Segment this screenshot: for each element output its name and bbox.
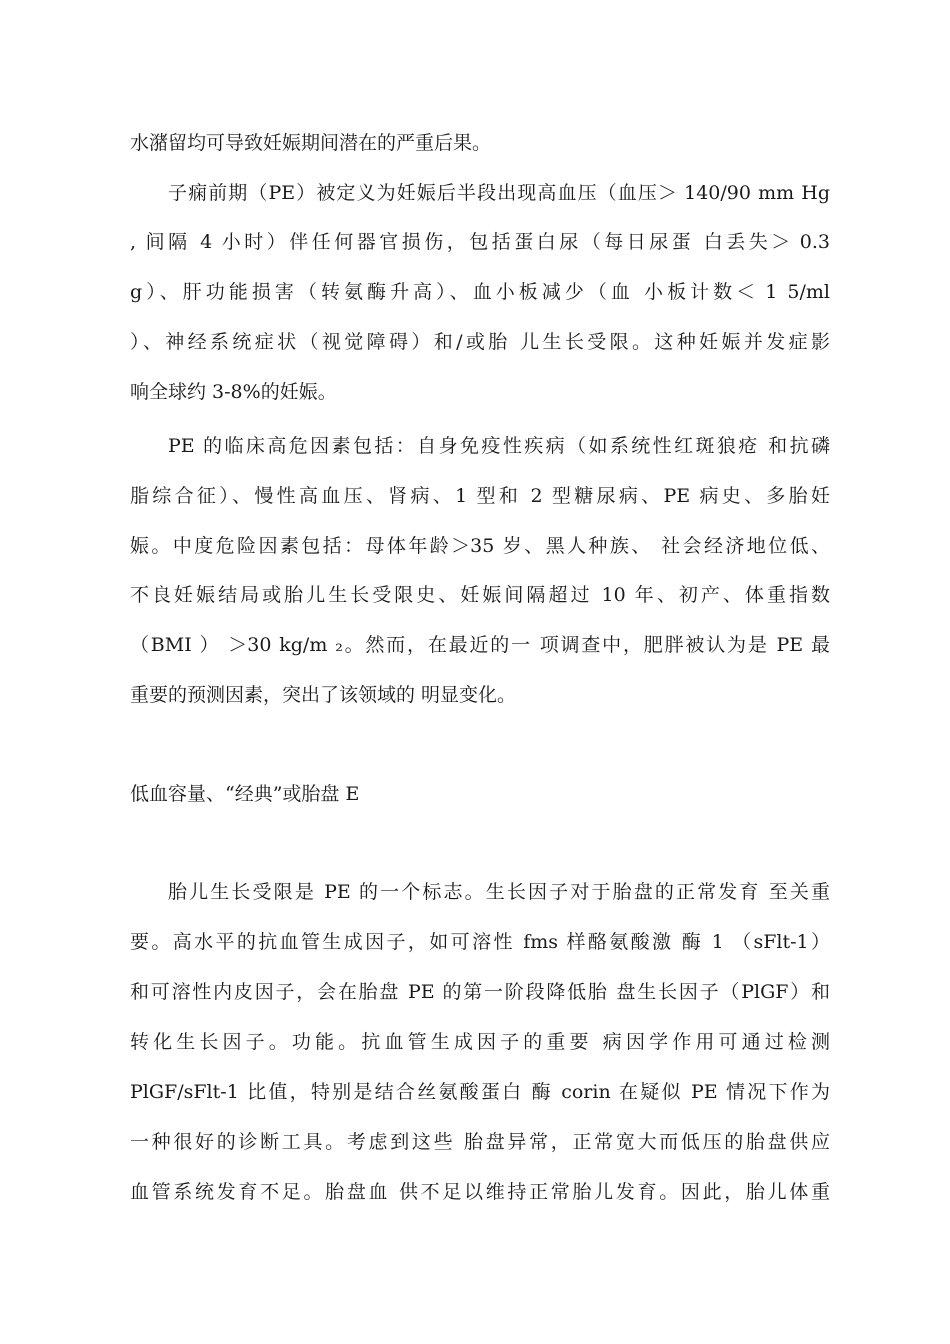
text-line: 转化生长因子。功能。抗血管生成因子的重要 病因学作用可通过检测	[130, 1031, 830, 1053]
text-line: PlGF/sFlt-1 比值，特别是结合丝氨酸蛋白 酶 corin 在疑似 PE 情况下作为	[130, 1081, 830, 1103]
text-line: 水潴留均可导致妊娠期间潜在的严重后果。	[130, 132, 492, 154]
text-line: 子痫前期（PE）被定义为妊娠后半段出现高血压（血压＞ 140/90 mm Hg	[168, 182, 830, 204]
text-line: 响全球约 3-8%的妊娠。	[130, 381, 337, 403]
text-line: g）、肝功能损害（转氨酶升高）、血小板减少（血 小板计数＜ 1 5/ml	[130, 281, 830, 303]
text-line: 不良妊娠结局或胎儿生长受限史、妊娠间隔超过 10 年、初产、体重指数	[130, 584, 830, 606]
text-line: 娠。中度危险因素包括：母体年龄＞35 岁、黑人种族、 社会经济地位低、	[130, 535, 830, 557]
text-line: 一种很好的诊断工具。考虑到这些 胎盘异常，正常宽大而低压的胎盘供应	[130, 1131, 830, 1153]
text-line: PE 的临床高危因素包括：自身免疫性疾病（如系统性红斑狼疮 和抗磷	[168, 435, 830, 457]
text-line: 脂综合征）、慢性高血压、肾病、1 型和 2 型糖尿病、PE 病史、多胎妊	[130, 485, 830, 507]
section-heading: 低血容量、“经典”或胎盘 E	[130, 783, 360, 805]
text-line: （BMI ） ＞30 kg/m ₂。然而，在最近的一 项调查中，肥胖被认为是 PE 最	[130, 634, 830, 656]
text-line: , 间隔 4 小时）伴任何器官损伤，包括蛋白尿（每日尿蛋 白丢失＞ 0.3	[130, 231, 830, 253]
text-line: 和可溶性内皮因子，会在胎盘 PE 的第一阶段降低胎 盘生长因子（PlGF）和	[130, 981, 830, 1003]
text-line: 重要的预测因素，突出了该领域的 明显变化。	[130, 684, 517, 706]
text-line: 要。高水平的抗血管生成因子，如可溶性 fms 样酪氨酸激 酶 1 （sFlt-1）	[130, 931, 830, 953]
text-line: 血管系统发育不足。胎盘血 供不足以维持正常胎儿发育。因此，胎儿体重	[130, 1181, 830, 1203]
text-line: ）、神经系统症状（视觉障碍）和/或胎 儿生长受限。这种妊娠并发症影	[130, 331, 830, 353]
text-line: 胎儿生长受限是 PE 的一个标志。生长因子对于胎盘的正常发育 至关重	[168, 881, 830, 903]
